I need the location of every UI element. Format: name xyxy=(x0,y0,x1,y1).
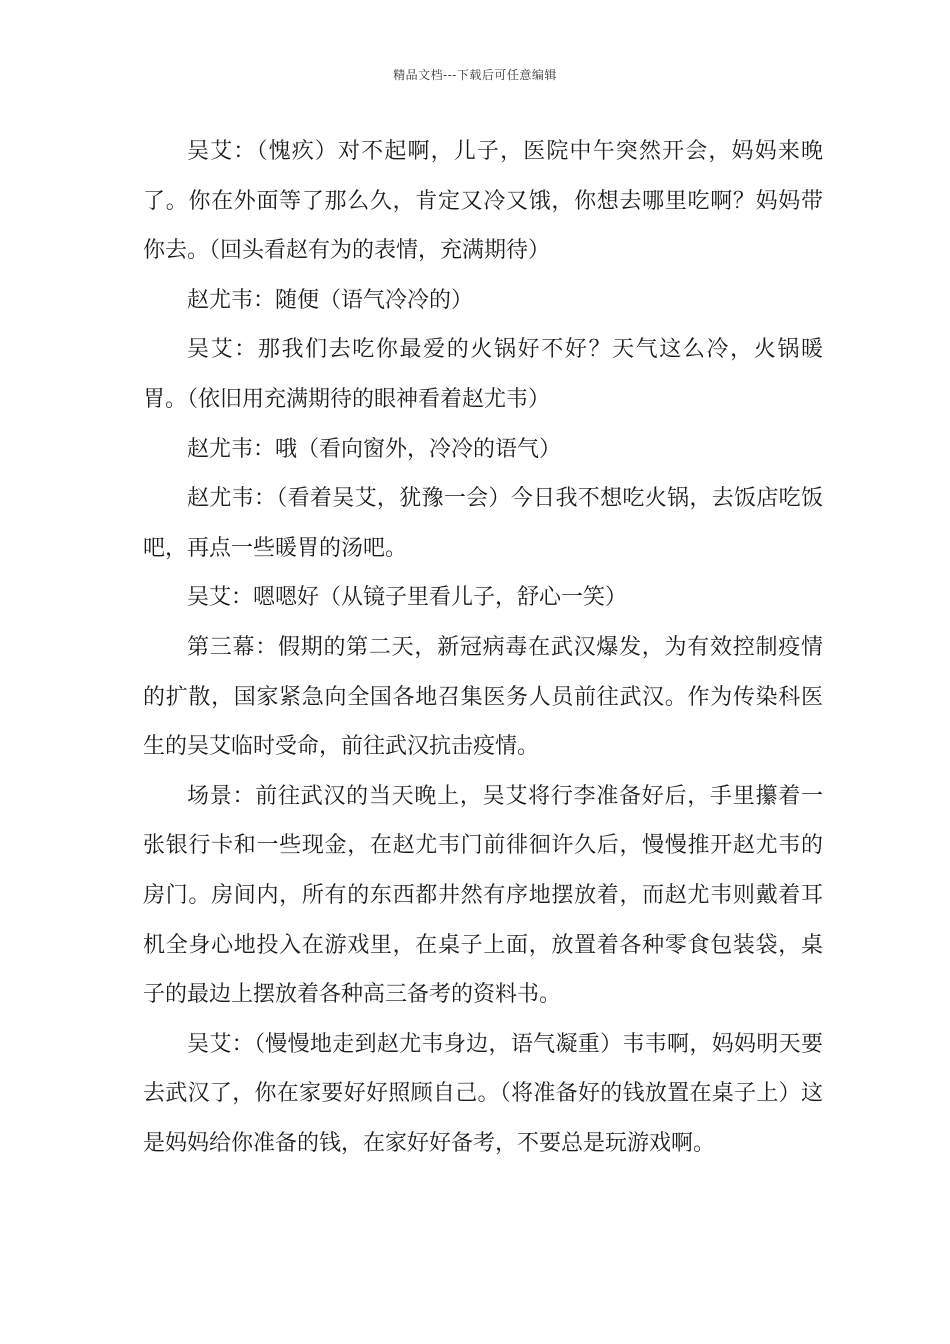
page-header: 精品文档---下载后可任意编辑 xyxy=(393,68,557,82)
paragraph-scene: 场景：前往武汉的当天晚上，吴艾将行李准备好后，手里攥着一张银行卡和一些现金，在赵尤韦门前徘徊许久后，慢慢推开赵尤韦的房门。房间内，所有的东西都井然有序地摆放着，而赵尤韦则戴着耳机全身心地投入在游戏里，在桌子上面，放置着各种零食包装袋，桌子的最边上摆放着各种高三备考的资料书。 xyxy=(143,783,823,1008)
paragraph-zhao-restaurant: 赵尤韦：（看着吴艾，犹豫一会）今日我不想吃火锅，去饭店吃饭吧，再点一些暖胃的汤吧。 xyxy=(143,486,823,561)
paragraph-zhao-oh: 赵尤韦：哦（看向窗外，冷冷的语气） xyxy=(187,436,562,462)
paragraph-wuai-agree: 吴艾：嗯嗯好（从镜子里看儿子，舒心一笑） xyxy=(187,585,628,611)
document-body xyxy=(143,127,823,1168)
paragraph-zhao-whatever: 赵尤韦：随便（语气冷冷的） xyxy=(187,287,474,313)
paragraph-wuai-farewell: 吴艾：（慢慢地走到赵尤韦身边，语气凝重）韦韦啊，妈妈明天要去武汉了，你在家要好好照顾自己。（将准备好的钱放置在桌子上）这是妈妈给你准备的钱，在家好好备考，不要总是玩游戏啊。 xyxy=(143,1031,823,1156)
paragraph-wuai-hotpot: 吴艾：那我们去吃你最爱的火锅好不好？天气这么冷，火锅暖胃。（依旧用充满期待的眼神看着赵尤韦） xyxy=(143,337,823,412)
paragraph-act-three: 第三幕：假期的第二天，新冠病毒在武汉爆发，为有效控制疫情的扩散，国家紧急向全国各地召集医务人员前往武汉。作为传染科医生的吴艾临时受命，前往武汉抗击疫情。 xyxy=(143,634,823,760)
paragraph-wuai-apology: 吴艾：（愧疚）对不起啊，儿子，医院中午突然开会，妈妈来晚了。你在外面等了那么久，肯定又冷又饿，你想去哪里吃啊？妈妈带你去。（回头看赵有为的表情，充满期待） xyxy=(143,139,823,264)
